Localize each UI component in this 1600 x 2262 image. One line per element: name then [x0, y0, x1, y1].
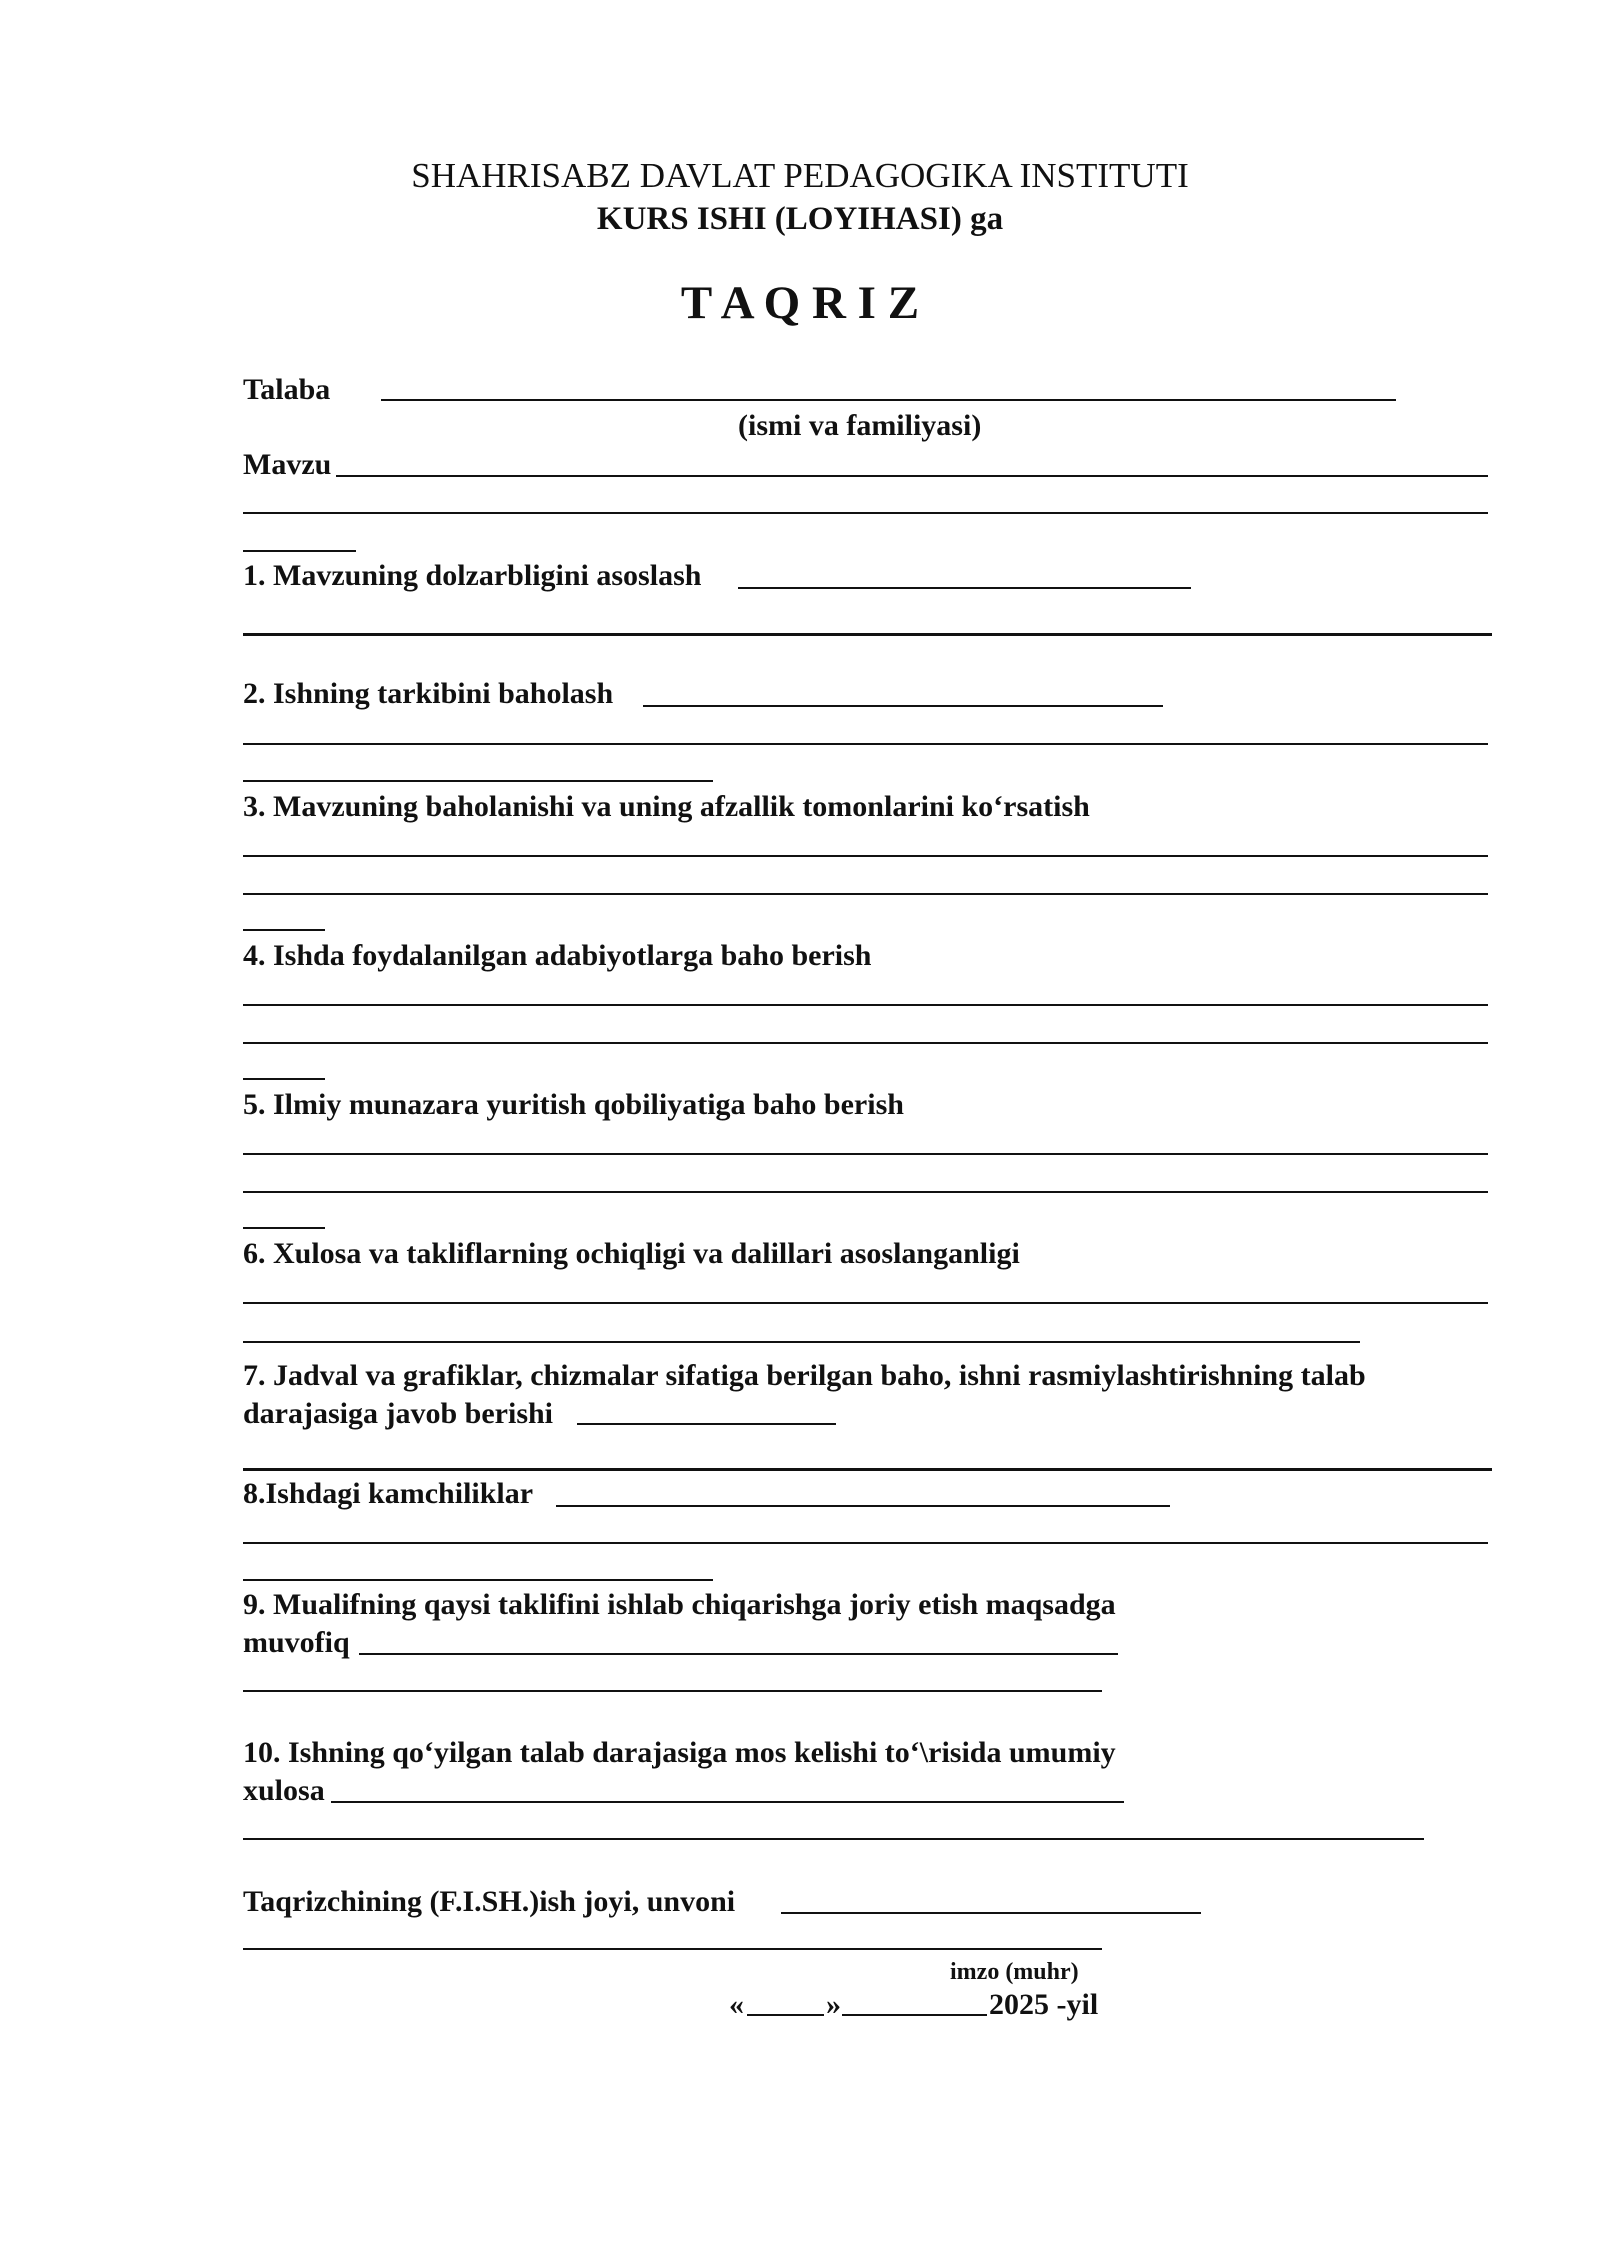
section-3-label: 3. Mavzuning baholanishi va uning afzallik tomonlarini ko‘rsatish: [243, 790, 1090, 823]
section-2-label: 2. Ishning tarkibini baholash: [243, 677, 614, 710]
answer-line[interactable]: [243, 633, 1492, 636]
section-5-label: 5. Ilmiy munazara yuritish qobiliyatiga baho berish: [243, 1088, 904, 1121]
answer-line[interactable]: [243, 929, 325, 931]
date-day-line[interactable]: [747, 2014, 824, 2016]
signature-hint: imzo (muhr): [950, 1959, 1079, 1985]
document-title: T A Q R I Z: [680, 277, 920, 329]
answer-line[interactable]: [243, 855, 1488, 857]
date-open-quote: «: [729, 1988, 744, 2021]
answer-line[interactable]: [243, 1690, 1102, 1692]
date-month-line[interactable]: [842, 2014, 987, 2016]
section-9-label-cont: muvofiq: [243, 1626, 350, 1659]
student-name-hint: (ismi va familiyasi): [738, 409, 982, 442]
answer-line[interactable]: [331, 1801, 1124, 1803]
answer-line[interactable]: [243, 1468, 1492, 1471]
student-name-line[interactable]: [381, 399, 1396, 401]
section-4-label: 4. Ishda foydalanilgan adabiyotlarga baho berish: [243, 939, 872, 972]
section-6-label: 6. Xulosa va takliflarning ochiqligi va dalillari asoslanganligi: [243, 1237, 1020, 1270]
reviewer-label: Taqrizchining (F.I.SH.)ish joyi, unvoni: [243, 1885, 736, 1918]
section-7-label-cont: darajasiga javob berishi: [243, 1397, 554, 1430]
answer-line[interactable]: [243, 1191, 1488, 1193]
section-7-label: 7. Jadval va grafiklar, chizmalar sifatiga berilgan baho, ishni rasmiylashtirishning talab: [243, 1359, 1366, 1392]
topic-label: Mavzu: [243, 448, 332, 481]
date-year: 2025 -yil: [989, 1988, 1099, 2021]
answer-line[interactable]: [738, 587, 1191, 589]
institute-name: SHAHRISABZ DAVLAT PEDAGOGIKA INSTITUTI: [411, 156, 1189, 195]
section-10-label: 10. Ishning qo‘yilgan talab darajasiga mos kelishi to‘\risida umumiy: [243, 1736, 1116, 1769]
answer-line[interactable]: [243, 743, 1488, 745]
section-9-label: 9. Mualifning qaysi taklifini ishlab chiqarishga joriy etish maqsadga: [243, 1588, 1116, 1621]
section-1-label: 1. Mavzuning dolzarbligini asoslash: [243, 559, 702, 592]
answer-line[interactable]: [243, 1838, 1424, 1840]
answer-line[interactable]: [243, 1302, 1488, 1304]
student-label: Talaba: [243, 373, 331, 406]
reviewer-line[interactable]: [243, 1948, 1102, 1950]
section-8-label: 8.Ishdagi kamchiliklar: [243, 1477, 534, 1510]
section-10-label-cont: xulosa: [243, 1774, 325, 1807]
answer-line[interactable]: [643, 705, 1163, 707]
answer-line[interactable]: [243, 1042, 1488, 1044]
answer-line[interactable]: [243, 1153, 1488, 1155]
answer-line[interactable]: [243, 1341, 1360, 1343]
topic-line[interactable]: [243, 512, 1488, 514]
answer-line[interactable]: [243, 780, 713, 782]
topic-line[interactable]: [243, 550, 356, 552]
answer-line[interactable]: [243, 1579, 713, 1581]
answer-line[interactable]: [243, 1227, 325, 1229]
answer-line[interactable]: [243, 1078, 325, 1080]
answer-line[interactable]: [359, 1653, 1118, 1655]
answer-line[interactable]: [243, 893, 1488, 895]
answer-line[interactable]: [577, 1423, 836, 1425]
reviewer-line[interactable]: [781, 1912, 1201, 1914]
answer-line[interactable]: [556, 1505, 1170, 1507]
document-subtitle: KURS ISHI (LOYIHASI) ga: [596, 201, 1004, 237]
date-close-quote: »: [826, 1988, 841, 2021]
topic-line[interactable]: [336, 475, 1488, 477]
answer-line[interactable]: [243, 1004, 1488, 1006]
answer-line[interactable]: [243, 1542, 1488, 1544]
